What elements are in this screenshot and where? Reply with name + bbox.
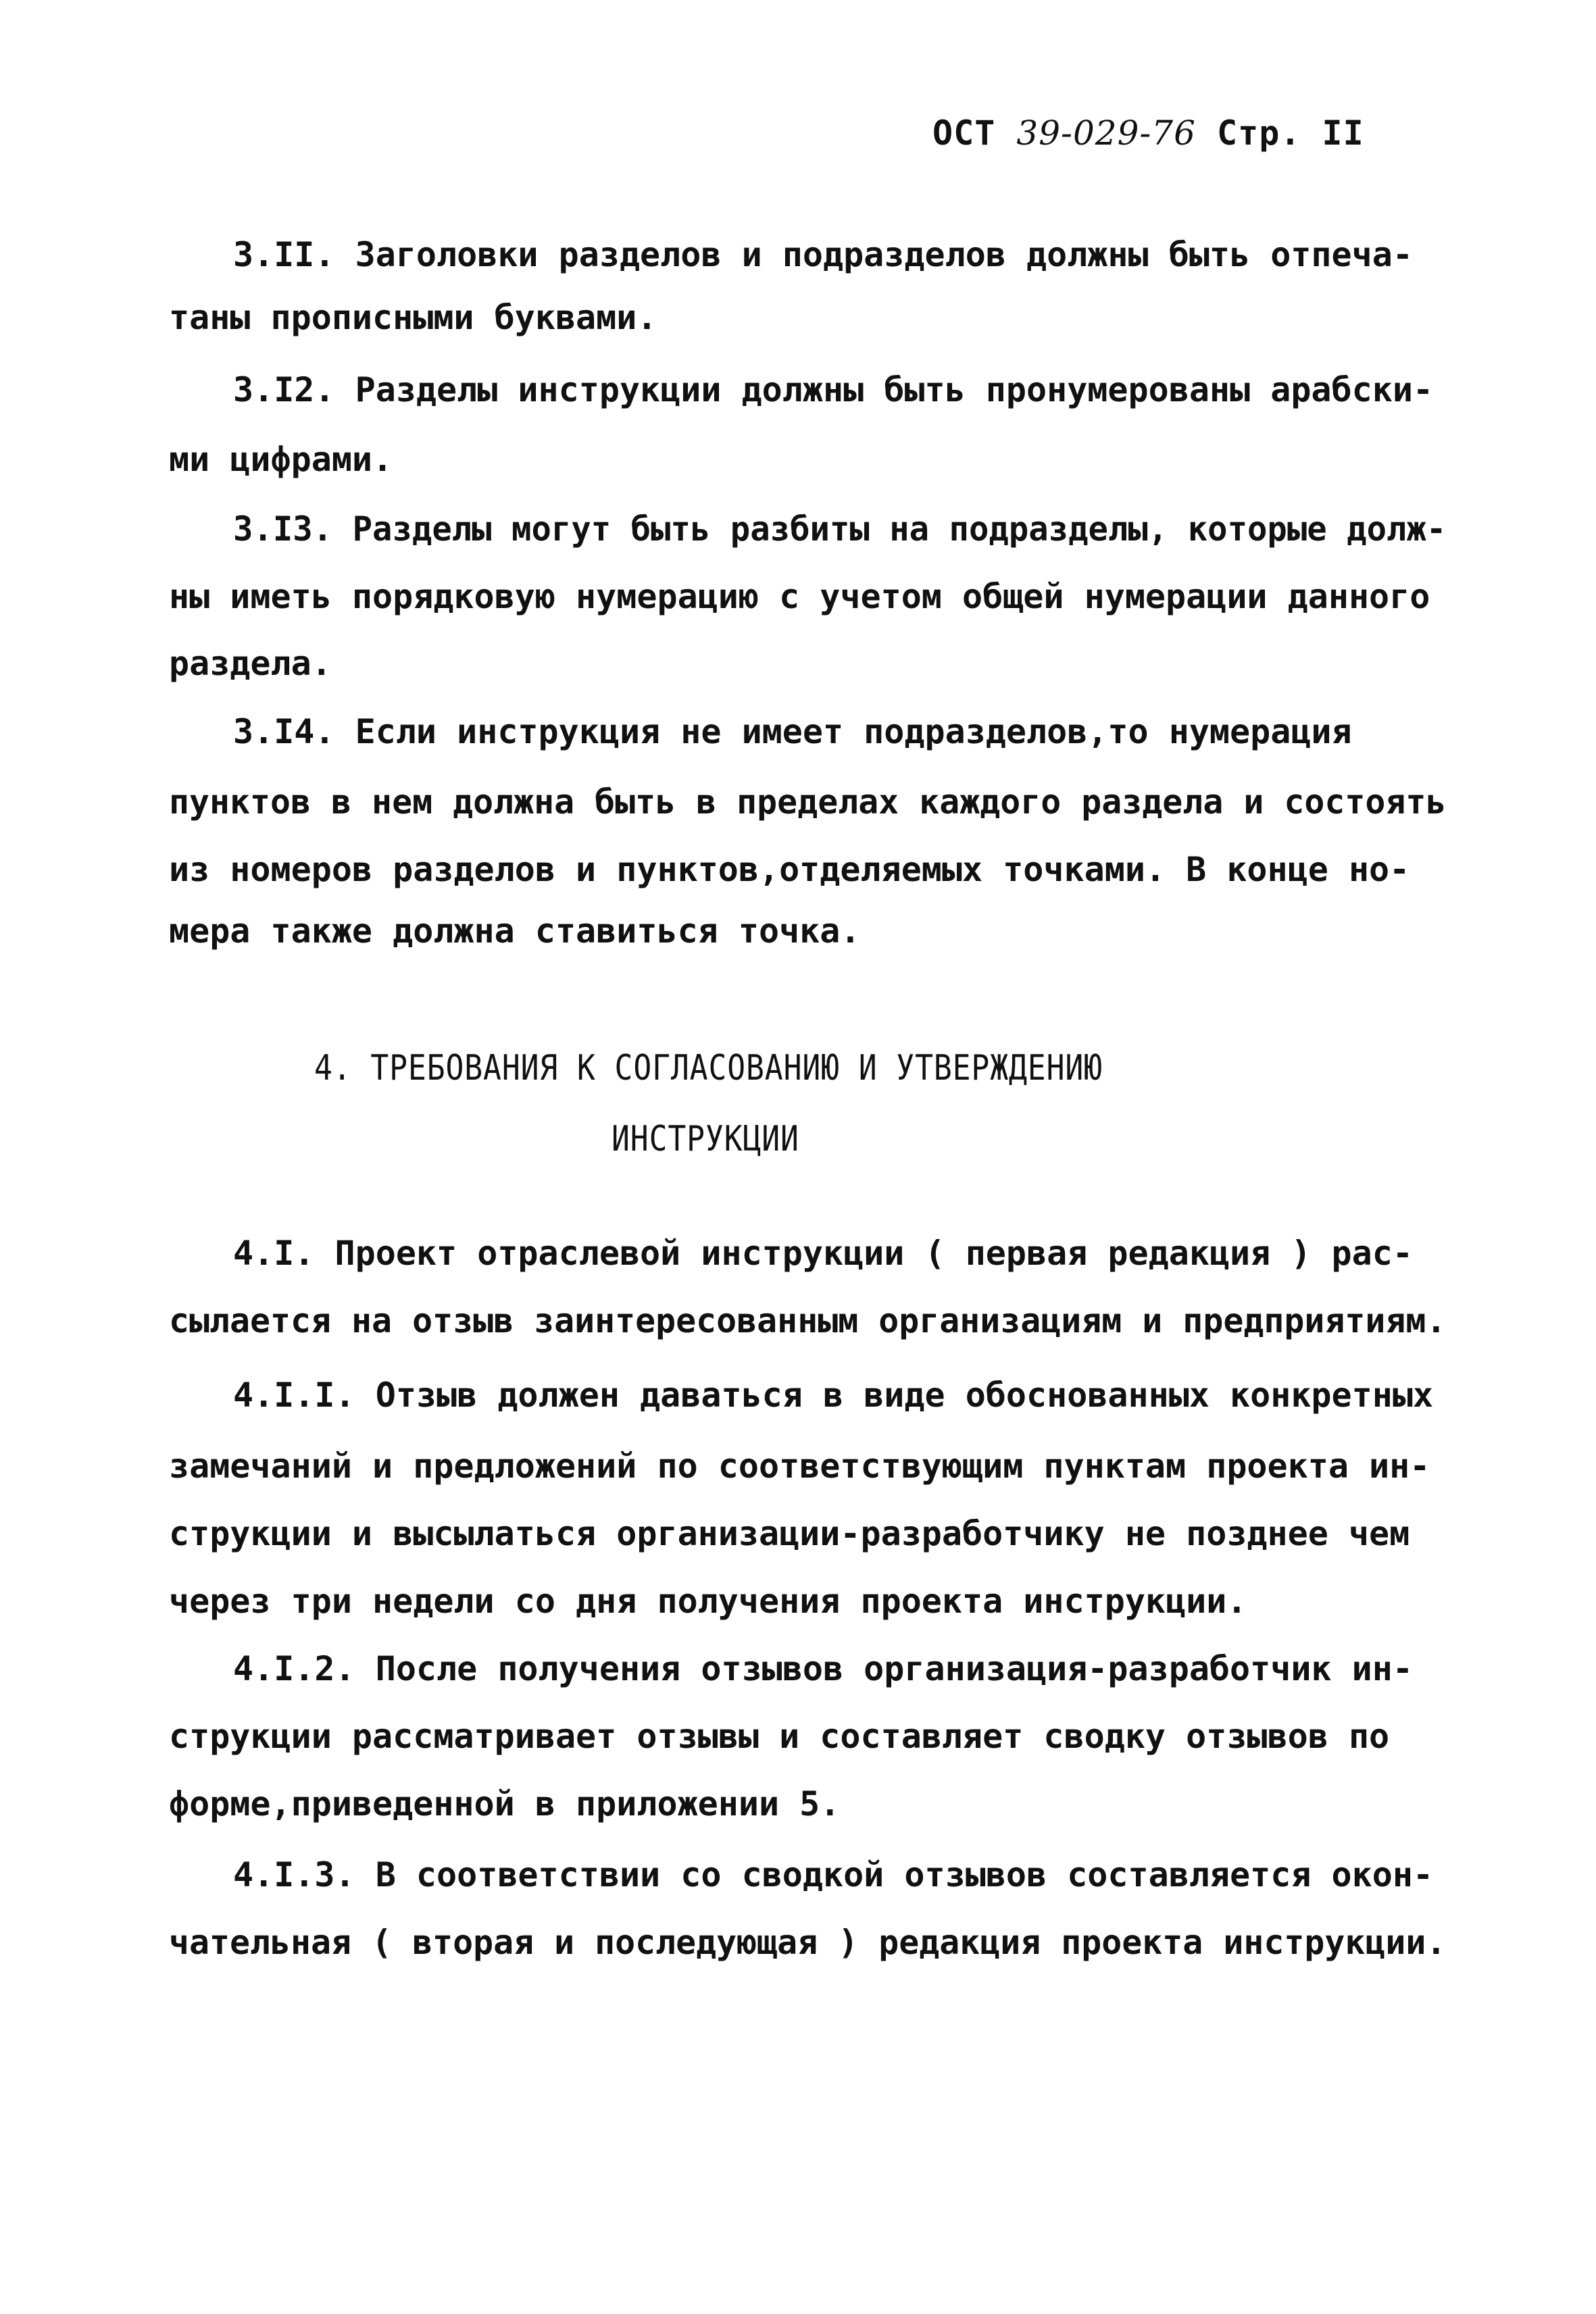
page-header xyxy=(932,114,1364,153)
text-line-4-1-2-a: 4.I.2. После получения отзывов организация-разработчик ин- xyxy=(233,1649,1413,1688)
text-line-4-1-1-c: струкции и высылаться организации-разработчику не позднее чем xyxy=(169,1514,1410,1553)
header-page-number: Стр. II xyxy=(1217,114,1364,153)
text-line-3-14-a: 3.I4. Если инструкция не имеет подразделов,то нумерация xyxy=(233,712,1352,751)
text-line-3-13-c: раздела. xyxy=(169,644,332,683)
text-line-4-1-b: сылается на отзыв заинтересованным организациям и предприятиям. xyxy=(169,1301,1447,1340)
text-line-4-1-2-b: струкции рассматривает отзывы и составляет сводку отзывов по xyxy=(169,1717,1390,1756)
text-line-4-1-3-a: 4.I.3. В соответствии со сводкой отзывов составляется окон- xyxy=(233,1855,1434,1894)
text-line-4-1-1-d: через три недели со дня получения проекта инструкции. xyxy=(169,1582,1247,1621)
header-prefix: ОСТ xyxy=(932,114,996,153)
text-line-3-11-b: таны прописными буквами. xyxy=(169,298,657,337)
text-line-4-1-1-a: 4.I.I. Отзыв должен даваться в виде обоснованных конкретных xyxy=(233,1376,1434,1415)
text-line-3-13-a: 3.I3. Разделы могут быть разбиты на подразделы, которые долж- xyxy=(233,509,1447,549)
section-heading-line-2: ИНСТРУКЦИИ xyxy=(612,1119,799,1159)
text-line-3-13-b: ны иметь порядковую нумерацию с учетом общей нумерации данного xyxy=(169,577,1430,616)
text-line-3-14-b: пунктов в нем должна быть в пределах каждого раздела и состоять xyxy=(169,782,1447,822)
text-line-3-14-c: из номеров разделов и пунктов,отделяемых точками. В конце но- xyxy=(169,850,1410,889)
text-line-4-1-3-b: чательная ( вторая и последующая ) редакция проекта инструкции. xyxy=(169,1923,1447,1962)
text-line-3-14-d: мера также должна ставиться точка. xyxy=(169,911,861,951)
text-line-3-12-a: 3.I2. Разделы инструкции должны быть пронумерованы арабски- xyxy=(233,370,1434,409)
text-line-4-1-1-b: замечаний и предложений по соответствующим пунктам проекта ин- xyxy=(169,1447,1430,1486)
text-line-4-1-2-c: форме,приведенной в приложении 5. xyxy=(169,1784,841,1823)
text-line-3-12-b: ми цифрами. xyxy=(169,440,393,479)
text-line-3-11-a: 3.II. Заголовки разделов и подразделов должны быть отпеча- xyxy=(233,235,1413,274)
section-heading-line-1: 4. ТРЕБОВАНИЯ К СОГЛАСОВАНИЮ И УТВЕРЖДЕНИЮ xyxy=(314,1048,1103,1088)
header-code: 39-029-76 xyxy=(1016,114,1196,153)
text-line-4-1-a: 4.I. Проект отраслевой инструкции ( первая редакция ) рас- xyxy=(233,1234,1413,1273)
